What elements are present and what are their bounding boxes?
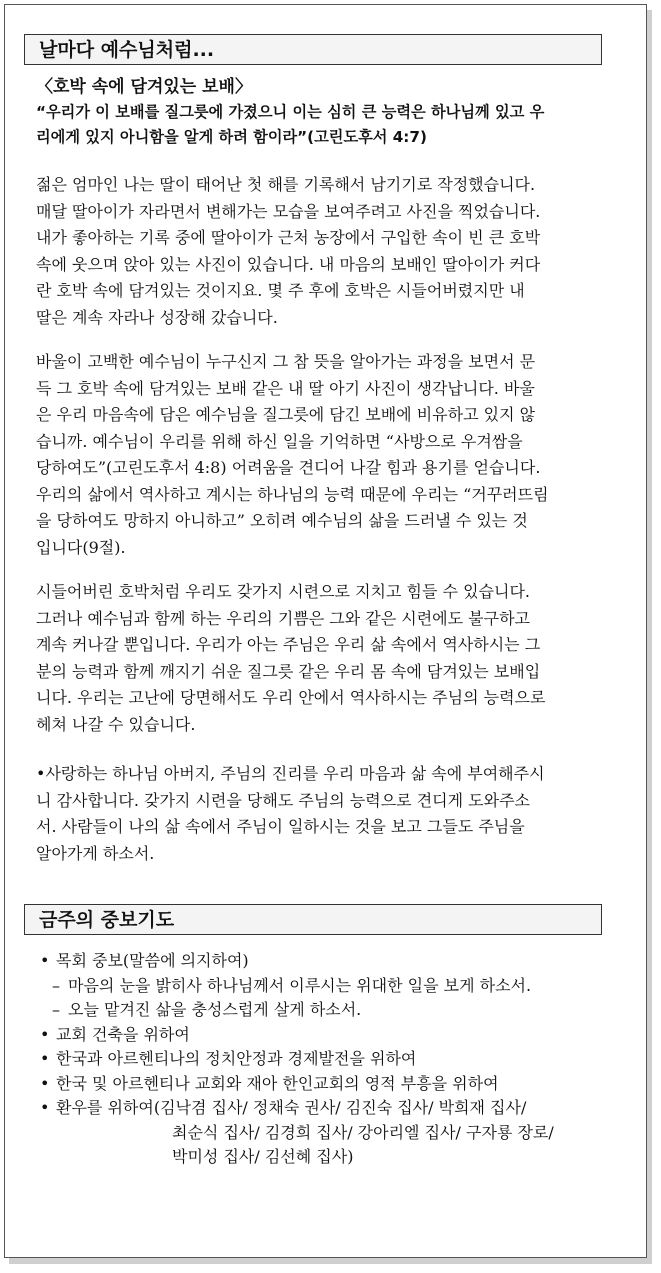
paragraph-line: 분의 능력과 함께 깨지기 쉬운 질그릇 같은 우리 몸 속에 담겨있는 보배입 [36, 661, 541, 681]
bullet-mark: – [52, 1000, 60, 1019]
prayer-item-text: 오늘 맡겨진 삶을 충성스럽게 살게 하소서. [68, 1000, 362, 1019]
paragraph-line: 니다. 우리는 고난에 당면해서도 우리 안에서 역사하시는 주님의 능력으로 [36, 688, 546, 707]
devotional-title: 날마다 예수님처럼... [39, 39, 215, 61]
paragraph-line: •사랑하는 하나님 아버지, 주님의 진리를 우리 마음과 삶 속에 부여해주시 [36, 764, 545, 783]
prayer-item [40, 1073, 499, 1095]
bullet-mark: • [40, 1098, 50, 1117]
prayer-item-text: 최순식 집사/ 김경희 집사/ 강아리엘 집사/ 구자룡 장로/ [172, 1122, 554, 1142]
bullet-mark: • [40, 951, 50, 970]
paragraph-line: 바울이 고백한 예수님이 누구신지 그 참 뜻을 알아가는 과정을 보면서 문 [36, 352, 536, 371]
prayer-item [172, 1146, 353, 1168]
paragraph-line: 을 당하여도 망하지 아니하고” 오히려 예수님의 삶을 드러낼 수 있는 것 [36, 511, 528, 530]
paragraph-line: 계속 커나갈 뿐입니다. 우리가 아는 주님은 우리 삶 속에서 역사하시는 그 [36, 635, 541, 654]
paragraph-line: 란 호박 속에 담겨있는 것이지요. 몇 주 후에 호박은 시들어버렸지만 내 [36, 281, 525, 300]
prayer-item [40, 1024, 190, 1046]
bullet-mark: • [40, 1049, 50, 1068]
scripture-verse [36, 100, 592, 150]
paragraph-line: 당하여도”(고린도후서 4:8) 어려움을 견디어 나갈 힘과 용기를 얻습니다. [36, 458, 541, 477]
paragraph-line: 시들어버린 호박처럼 우리도 갖가지 시련으로 지치고 힘들 수 있습니다. [36, 582, 530, 601]
paragraph-line: 속에 웃으며 앉아 있는 사진이 있습니다. 내 마음의 보배인 딸아이가 커다 [36, 254, 541, 274]
paragraph-line: 내가 좋아하는 기록 중에 딸아이가 근처 농장에서 구입한 속이 빈 큰 호박 [36, 228, 541, 247]
prayer-item-text: 환우를 위하여(김낙겸 집사/ 정채숙 권사/ 김진숙 집사/ 박희재 집사/ [56, 1098, 527, 1117]
prayer-item-text: 박미성 집사/ 김선혜 집사) [172, 1147, 354, 1166]
paragraph-line: 딸은 계속 자라나 성장해 갔습니다. [36, 307, 278, 327]
prayer-item-text: 목회 중보(말씀에 의지하여) [56, 951, 249, 970]
paragraph-line: 습니까. 예수님이 우리를 위해 하신 일을 기억하면 “사방으로 우겨쌈을 [36, 431, 523, 451]
paragraph-line: 알아가게 하소서. [36, 843, 155, 863]
prayer-item [40, 1048, 416, 1070]
prayer-item-text: 교회 건축을 위하여 [56, 1024, 190, 1044]
prayer-header [24, 904, 602, 935]
paragraph-line: 매달 딸아이가 자라면서 변해가는 모습을 보여주려고 사진을 찍었습니다. [36, 201, 541, 221]
verse-line: “우리가 이 보배를 질그릇에 가졌으니 이는 심히 큰 능력은 하나님께 있고 우 [36, 103, 545, 121]
bullet-mark: • [40, 1073, 50, 1093]
verse-line: 리에게 있지 아니함을 알게 하려 함이라”(고린도후서 4:7) [36, 128, 427, 146]
prayer-item [40, 1097, 526, 1119]
bullet-mark: – [52, 975, 60, 995]
prayer-item-text: 마음의 눈을 밝히사 하나님께서 이루시는 위대한 일을 보게 하소서. [68, 975, 532, 995]
paragraph-line: 득 그 호박 속에 담겨있는 보배 같은 내 딸 아기 사진이 생각납니다. 바울 [36, 378, 535, 398]
prayer-item [52, 975, 531, 997]
paragraph-line: 헤쳐 나갈 수 있습니다. [36, 714, 196, 734]
prayer-item [172, 1122, 554, 1144]
bullet-mark: • [40, 1024, 50, 1044]
prayer-title: 금주의 중보기도 [39, 909, 175, 931]
prayer-item-text: 한국 및 아르헨티나 교회와 재아 한인교회의 영적 부흥을 위하여 [56, 1073, 499, 1093]
prayer-item-text: 한국과 아르헨티나의 정치안정과 경제발전을 위하여 [56, 1049, 417, 1068]
prayer-item [40, 950, 249, 972]
paragraph-line: 니 감사합니다. 갖가지 시련을 당해도 주님의 능력으로 견디게 도와주소 [36, 790, 530, 810]
paragraph-line: 젊은 엄마인 나는 딸이 태어난 첫 해를 기록해서 남기기로 작정했습니다. [36, 175, 536, 194]
paragraph-line: 서. 사람들이 나의 삶 속에서 주님이 일하시는 것을 보고 그들도 주님을 [36, 817, 525, 836]
paragraph-line: 입니다(9절). [36, 537, 126, 557]
devotional-header [24, 34, 602, 65]
paragraph-line: 은 우리 마음속에 담은 예수님을 질그릇에 담긴 보배에 비유하고 있지 않 [36, 405, 536, 424]
article-subtitle: 〈호박 속에 담겨있는 보배〉 [36, 77, 252, 97]
prayer-item [52, 999, 361, 1021]
paragraph-line: 우리의 삶에서 역사하고 계시는 하나님의 능력 때문에 우리는 “거꾸러뜨림 [36, 484, 549, 504]
paragraph-line: 그러나 예수님과 함께 하는 우리의 기쁨은 그와 같은 시련에도 불구하고 [36, 608, 530, 628]
